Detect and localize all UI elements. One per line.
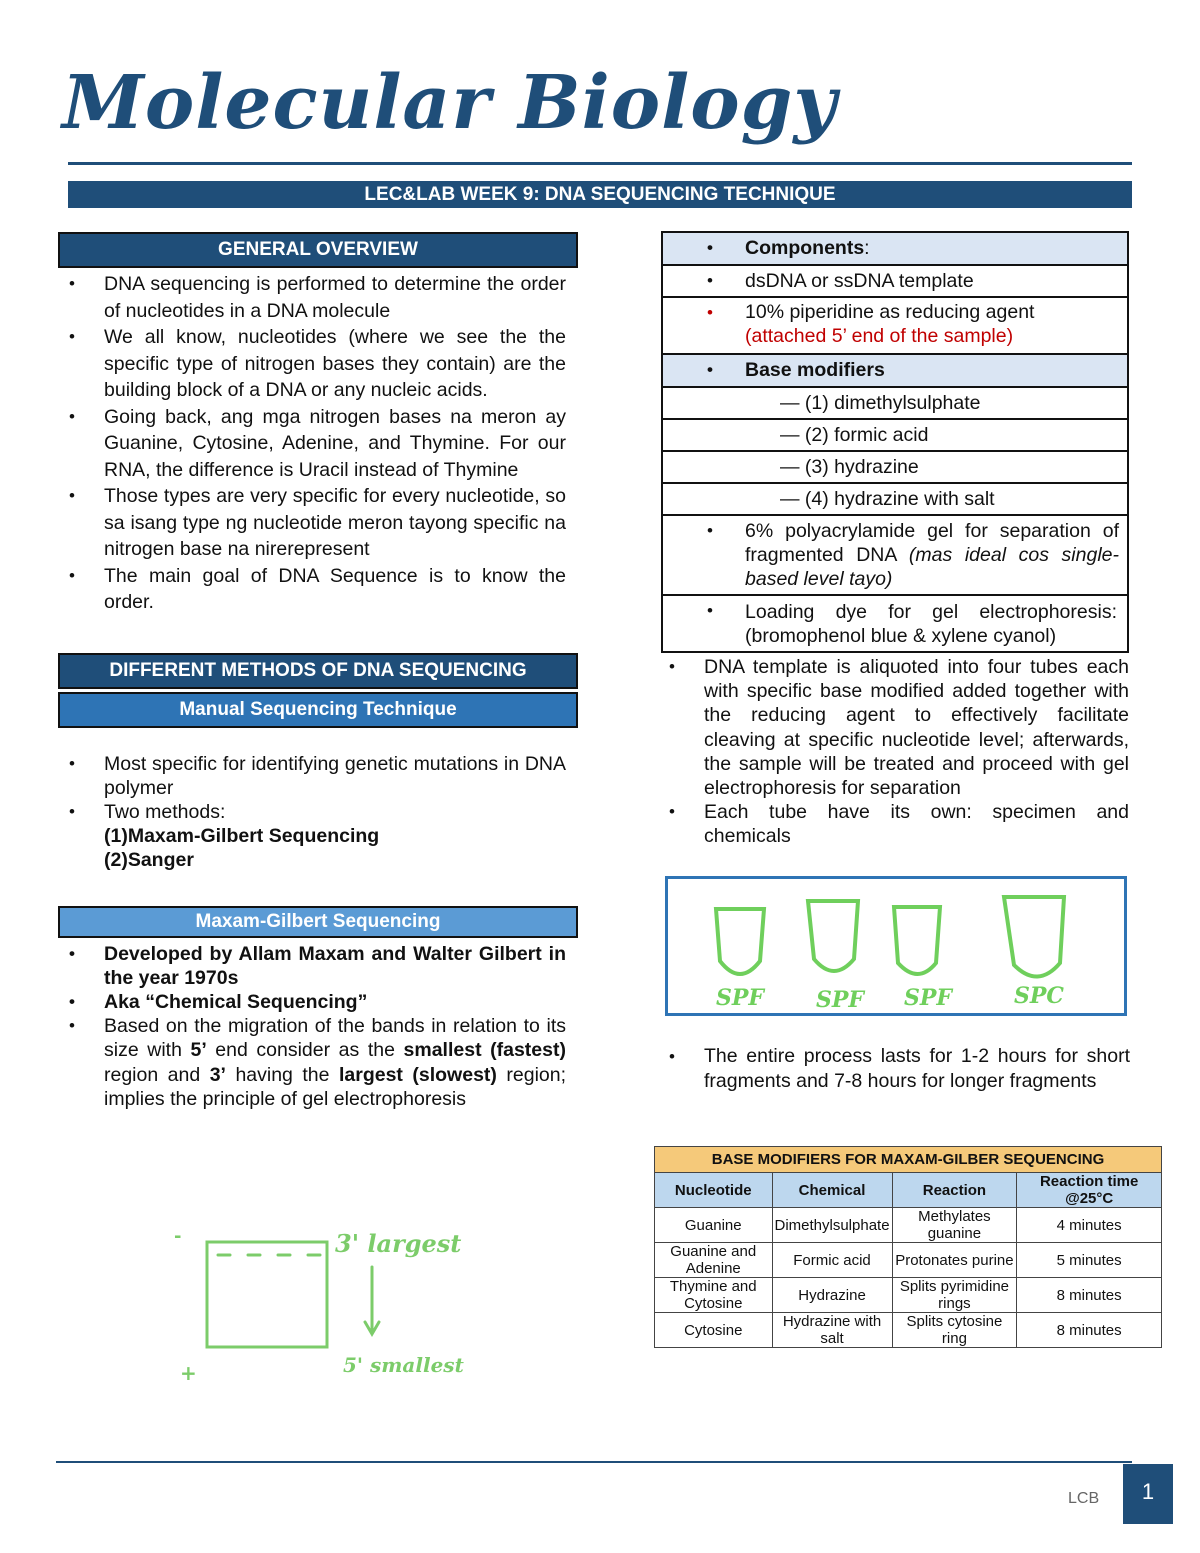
list-item: • DNA sequencing is performed to determine the order of nucleotides in a DNA molecule: [104, 271, 566, 324]
table-row: [655, 1208, 1162, 1243]
minus-sign: -: [174, 1226, 182, 1247]
tube-1-label: SPF: [716, 985, 765, 1011]
gel-note: (mas ideal cos single-based level tayo): [745, 544, 1120, 590]
left-column: [58, 232, 578, 1112]
text-span: region and: [104, 1063, 210, 1086]
method-sanger: (2)Sanger: [104, 848, 194, 871]
table-cell: 8 minutes: [1017, 1313, 1162, 1348]
title-divider: [68, 162, 1132, 165]
smallest-label: 5' smallest: [343, 1353, 464, 1377]
duration-list: [704, 1044, 1130, 1094]
manual-list: [104, 752, 566, 872]
general-overview-header: GENERAL OVERVIEW: [58, 232, 578, 268]
components-table: [661, 231, 1129, 653]
piperidine-text: 10% piperidine as reducing agent: [745, 301, 1035, 323]
table-cell: 4 minutes: [1017, 1208, 1162, 1243]
list-item: • Those types are very specific for every nucleotide, so sa isang type ng nucleotide meron tayong specific na nitrogen base na nirerepresent: [104, 483, 566, 563]
methods-header: DIFFERENT METHODS OF DNA SEQUENCING: [58, 653, 578, 689]
list-item: [104, 1014, 566, 1112]
list-item: • Aka “Chemical Sequencing”: [104, 990, 566, 1014]
tubes-drawing: [668, 879, 1124, 1013]
template-row: • dsDNA or ssDNA template: [662, 265, 1128, 297]
tube-3-icon: [894, 907, 940, 974]
document-title: Molecular Biology: [62, 60, 838, 146]
table-row: [655, 1243, 1162, 1278]
gel-migration-sketch: [160, 1222, 480, 1392]
list-item: • Each tube have its own: specimen and chemicals: [704, 800, 1129, 848]
two-methods-label: Two methods:: [104, 800, 226, 823]
list-item: • The entire process lasts for 1-2 hours for short fragments and 7-8 hours for longer fragments: [704, 1044, 1130, 1094]
footer-divider: [56, 1461, 1132, 1463]
tube-2-label: SPF: [816, 987, 865, 1013]
loading-dye-row: • Loading dye for gel electrophoresis: (bromophenol blue & xylene cyanol): [662, 595, 1128, 652]
table-row: [655, 1313, 1162, 1348]
base-modifiers-table: [654, 1146, 1162, 1348]
table-row: [655, 1278, 1162, 1313]
table-cell: Protonates purine: [892, 1243, 1017, 1278]
modifier-row: — (2) formic acid: [662, 419, 1128, 451]
gel-row: [662, 515, 1128, 595]
overview-list: [104, 271, 566, 616]
piperidine-row: [662, 297, 1128, 354]
list-item: • DNA template is aliquoted into four tubes each with specific base modified added together with the reducing agent to effectively facilitate cleaving at specific nucleotide level; afterwards, the sample will be treated and proceed with gel electrophoresis for separation: [704, 655, 1129, 800]
table-cell: Dimethylsulphate: [772, 1208, 892, 1243]
modifier-row: — (3) hydrazine: [662, 451, 1128, 483]
tube-2-icon: [808, 901, 858, 971]
column-header: Reaction time @25°C: [1017, 1173, 1162, 1208]
maxam-gilbert-header: Maxam-Gilbert Sequencing: [58, 906, 578, 938]
manual-sequencing-header: Manual Sequencing Technique: [58, 692, 578, 728]
table-cell: 5 minutes: [1017, 1243, 1162, 1278]
tube-1-icon: [716, 909, 764, 974]
text-span: smallest (fastest): [403, 1039, 566, 1061]
method-maxam-gilbert: (1)Maxam-Gilbert Sequencing: [104, 824, 380, 847]
table-cell: Splits cytosine ring: [892, 1313, 1017, 1348]
table-cell: Methylates guanine: [892, 1208, 1017, 1243]
list-item: • The main goal of DNA Sequence is to know the order.: [104, 563, 566, 616]
modifier-row: — (1) dimethylsulphate: [662, 387, 1128, 419]
list-item: [104, 800, 566, 872]
table-cell: Splits pyrimidine rings: [892, 1278, 1017, 1313]
right-column: [661, 231, 1131, 849]
text-span: end consider as the: [206, 1039, 404, 1061]
table-cell: Formic acid: [772, 1243, 892, 1278]
largest-label: 3' largest: [335, 1229, 462, 1258]
table-title: BASE MODIFIERS FOR MAXAM-GILBER SEQUENCING: [655, 1147, 1162, 1173]
base-modifiers-row: • Base modifiers: [662, 354, 1128, 387]
text-span: having the: [225, 1063, 339, 1086]
tubes-image: [665, 876, 1127, 1016]
text-span: 3’: [209, 1063, 226, 1086]
maxam-gilbert-list: [104, 942, 566, 1112]
text-span: Based on the migration of the bands in relation to its size with: [104, 1014, 566, 1061]
piperidine-note: (attached 5’ end of the sample): [745, 325, 1014, 347]
components-label: Components: [745, 237, 865, 259]
modifier-row: — (4) hydrazine with salt: [662, 483, 1128, 515]
list-item: • Going back, ang mga nitrogen bases na meron ay Guanine, Cytosine, Adenine, and Thymine. For our RNA, the difference is Uracil instead of Thymine: [104, 404, 566, 484]
table-cell: Thymine and Cytosine: [655, 1278, 773, 1313]
footer-initials: LCB: [1068, 1490, 1100, 1507]
process-list: [704, 655, 1129, 849]
column-header: Reaction: [892, 1173, 1017, 1208]
text-span: region; implies the principle of gel electrophoresis: [104, 1063, 567, 1110]
tube-3-label: SPF: [904, 985, 953, 1011]
week-banner: LEC&LAB WEEK 9: DNA SEQUENCING TECHNIQUE: [68, 181, 1132, 208]
plus-sign: +: [180, 1361, 197, 1385]
text-span: 5’: [190, 1039, 207, 1061]
list-item: • Most specific for identifying genetic mutations in DNA polymer: [104, 752, 566, 800]
list-item: • We all know, nucleotides (where we see the the specific type of nitrogen bases they contain) are the building block of a DNA or any nucleic acids.: [104, 324, 566, 404]
table-cell: 8 minutes: [1017, 1278, 1162, 1313]
table-cell: Hydrazine: [772, 1278, 892, 1313]
tube-4-label: SPC: [1014, 983, 1064, 1009]
table-cell: Guanine and Adenine: [655, 1243, 773, 1278]
list-item: • Developed by Allam Maxam and Walter Gilbert in the year 1970s: [104, 942, 566, 990]
text-span: largest (slowest): [338, 1063, 497, 1086]
column-header: Nucleotide: [655, 1173, 773, 1208]
gel-text: 6% polyacrylamide gel for separation of fragmented DNA: [745, 520, 1119, 566]
column-header: Chemical: [772, 1173, 892, 1208]
components-colon: :: [864, 237, 870, 259]
gel-box: [207, 1242, 327, 1347]
tube-4-icon: [1004, 897, 1064, 977]
table-cell: Guanine: [655, 1208, 773, 1243]
table-cell: Hydrazine with salt: [772, 1313, 892, 1348]
page-number: 1: [1123, 1464, 1173, 1524]
components-row: [662, 232, 1128, 265]
table-cell: Cytosine: [655, 1313, 773, 1348]
